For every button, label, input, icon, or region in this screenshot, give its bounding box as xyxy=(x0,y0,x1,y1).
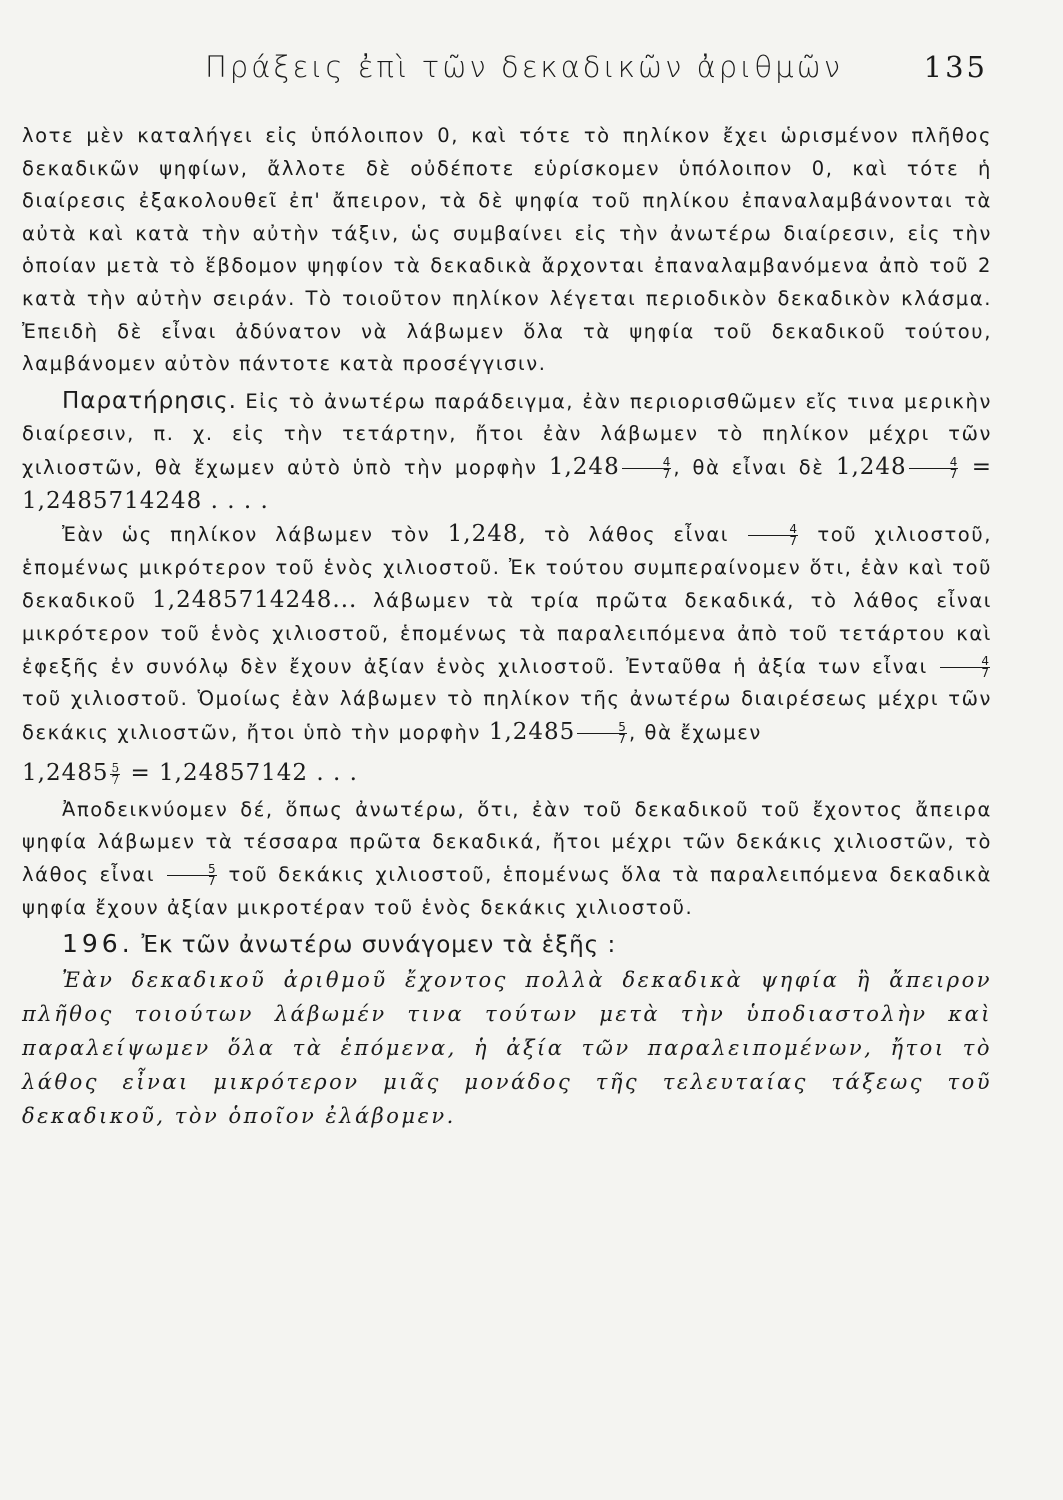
math-1248-c: 1,248, xyxy=(447,521,527,548)
math-1248: 1,248 xyxy=(548,453,620,480)
observation-text: Εἰς τὸ ἀνωτέρω παράδειγμα, ἐὰν περιορισθῶμεν εἴς τινα μερικὴν διαίρεσιν, π. χ. εἰς τὴν τετάρτην, ἤτοι ἐὰν λάβωμεν τὸ πηλίκον μέχρι τῶν χιλιοστῶν, θὰ ἔχωμεν αὐτὸ ὑπὸ τὴν μορφὴν xyxy=(22,389,992,479)
text-span: , θὰ ἔχωμεν xyxy=(628,720,762,744)
section-number: 196. xyxy=(62,929,134,959)
fraction-5-7: $\frac{5}{7}$ xyxy=(111,760,120,787)
page-title: Πράξεις ἐπὶ τῶν δεκαδικῶν ἀριθμῶν xyxy=(205,50,844,84)
math-decimal: 1,2485714248... xyxy=(152,587,358,614)
equation-left: 1,2485 xyxy=(22,760,109,787)
text-span: Ἀποδεικνύομεν δέ, ὅπως ἀνωτέρω, ὅτι, ἐὰν τοῦ δεκαδικοῦ τοῦ ἔχοντος ἄπειρα ψηφία λάβωμεν τὰ τέσσαρα πρῶτα δεκαδικά, ἤτοι μέχρι τῶν δεκάκις χιλιοστῶν, τὸ λάθος εἶναι xyxy=(22,797,992,887)
observation-text-2: , θὰ εἶναι δὲ xyxy=(673,455,825,479)
paragraph-periodic-decimal: λοτε μὲν καταλήγει εἰς ὑπόλοιπον 0, καὶ τότε τὸ πηλίκον ἔχει ὡρισμένον πλῆθος δεκαδικῶν ψηφίων, ἄλλοτε δὲ οὐδέποτε εὑρίσκομεν ὑπόλοιπον 0, καὶ τότε ἡ διαίρεσις ἐξακολουθεῖ ἐπ' ἄπειρον, τὰ δὲ ψηφία τοῦ πηλίκου ἐπαναλαμβάνονται τὰ αὐτὰ καὶ κατὰ τὴν αὐτὴν τάξιν, ὡς συμβαίνει εἰς τὴν ἀνωτέρω διαίρεσιν, εἰς τὴν ὁποίαν μετὰ τὸ ἕβδομον ψηφίον τὰ δεκαδικὰ ἄρχονται ἐπαναλαμβανόμενα ἀπὸ τοῦ 2 κατὰ τὴν αὐτὴν σειράν. Τὸ τοιοῦτον πηλίκον λέγεται περιοδικὸν δεκαδικὸν κλάσμα. Ἐπειδὴ δὲ εἶναι ἀδύνατον νὰ λάβωμεν ὅλα τὰ ψηφία τοῦ δεκαδικοῦ τούτου, λαμβάνομεν αὐτὸν πάντοτε κατὰ προσέγγισιν. xyxy=(22,124,992,376)
text-span: τοῦ χιλιοστοῦ, ἑπομένως μικρότερον τοῦ ἑνὸς χιλιοστοῦ. Ἐκ τούτου συμπεραίνομεν ὅτι, ἐὰν καὶ τοῦ δεκαδικοῦ xyxy=(22,523,992,613)
display-equation xyxy=(22,757,992,790)
fraction-4-7: $\frac{4}{7}$ xyxy=(622,457,672,480)
equation-right: = 1,24857142 . . . xyxy=(130,760,358,787)
fraction-5-7: $\frac{5}{7}$ xyxy=(167,864,217,887)
math-1248-b: 1,248 xyxy=(835,453,907,480)
paragraph-error-estimate xyxy=(22,518,992,749)
text-span: τοῦ χιλιοστοῦ. Ὁμοίως ἐὰν λάβωμεν τὸ πηλίκον τῆς ἀνωτέρω διαιρέσεως μέχρι τῶν δεκάκις χιλιοστῶν, ἤτοι ὑπὸ τὴν μορφὴν xyxy=(22,687,992,744)
paragraph-observation xyxy=(22,385,992,518)
text-span: Ἐὰν ὡς πηλίκον λάβωμεν τὸν xyxy=(62,523,431,547)
fraction-5-7: $\frac{5}{7}$ xyxy=(577,722,627,745)
section-196 xyxy=(22,928,992,963)
text-span: τοῦ δεκάκις χιλιοστοῦ, ἑπομένως ὅλα τὰ παραλειπόμενα δεκαδικὰ ψηφία ἔχουν ἀξίαν μικροτέραν τοῦ ἑνὸς δεκάκις χιλιοστοῦ. xyxy=(22,863,992,919)
page-number: 135 xyxy=(923,50,988,84)
paragraph-proof xyxy=(22,794,992,924)
fraction-4-7: $\frac{4}{7}$ xyxy=(909,457,959,480)
fraction-4-7: $\frac{4}{7}$ xyxy=(748,524,798,547)
text-span: τὸ λάθος εἶναι xyxy=(544,523,729,547)
running-header xyxy=(0,50,1063,90)
text-span: λάβωμεν τὰ τρία πρῶτα δεκαδικά, τὸ λάθος εἶναι μικρότερον τοῦ ἑνὸς χιλιοστοῦ, ἑπομένως τὰ παραλειπόμενα ἀπὸ τοῦ τετάρτου καὶ ἐφεξῆς ἐν συνόλῳ δὲν ἔχουν ἀξίαν ἑνὸς χιλιοστοῦ. Ἐνταῦθα ἡ ἀξία των εἶναι xyxy=(22,589,992,678)
observation-label: Παρατήρησις. xyxy=(62,387,237,414)
math-12485: 1,2485 xyxy=(488,718,576,745)
rule-statement: Ἐὰν δεκαδικοῦ ἀριθμοῦ ἔχοντος πολλὰ δεκαδικὰ ψηφία ἢ ἄπειρον πλῆθος τοιούτων λάβωμέν τινα τούτων μετὰ τὴν ὑποδιαστολὴν καὶ παραλείψωμεν ὅλα τὰ ἑπόμενα, ἡ ἀξία τῶν παραλειπομένων, ἤτοι τὸ λάθος εἶναι μικρότερον μιᾶς μονάδος τῆς τελευταίας τάξεως τοῦ δεκαδικοῦ, τὸν ὁποῖον ἐλάβομεν. xyxy=(22,967,992,1128)
fraction-4-7: $\frac{4}{7}$ xyxy=(940,656,990,679)
text-body xyxy=(22,120,992,1133)
section-text: Ἐκ τῶν ἀνωτέρω συνάγομεν τὰ ἑξῆς : xyxy=(141,932,617,959)
math-expansion: = 1,2485714248 . . . . xyxy=(22,453,992,514)
